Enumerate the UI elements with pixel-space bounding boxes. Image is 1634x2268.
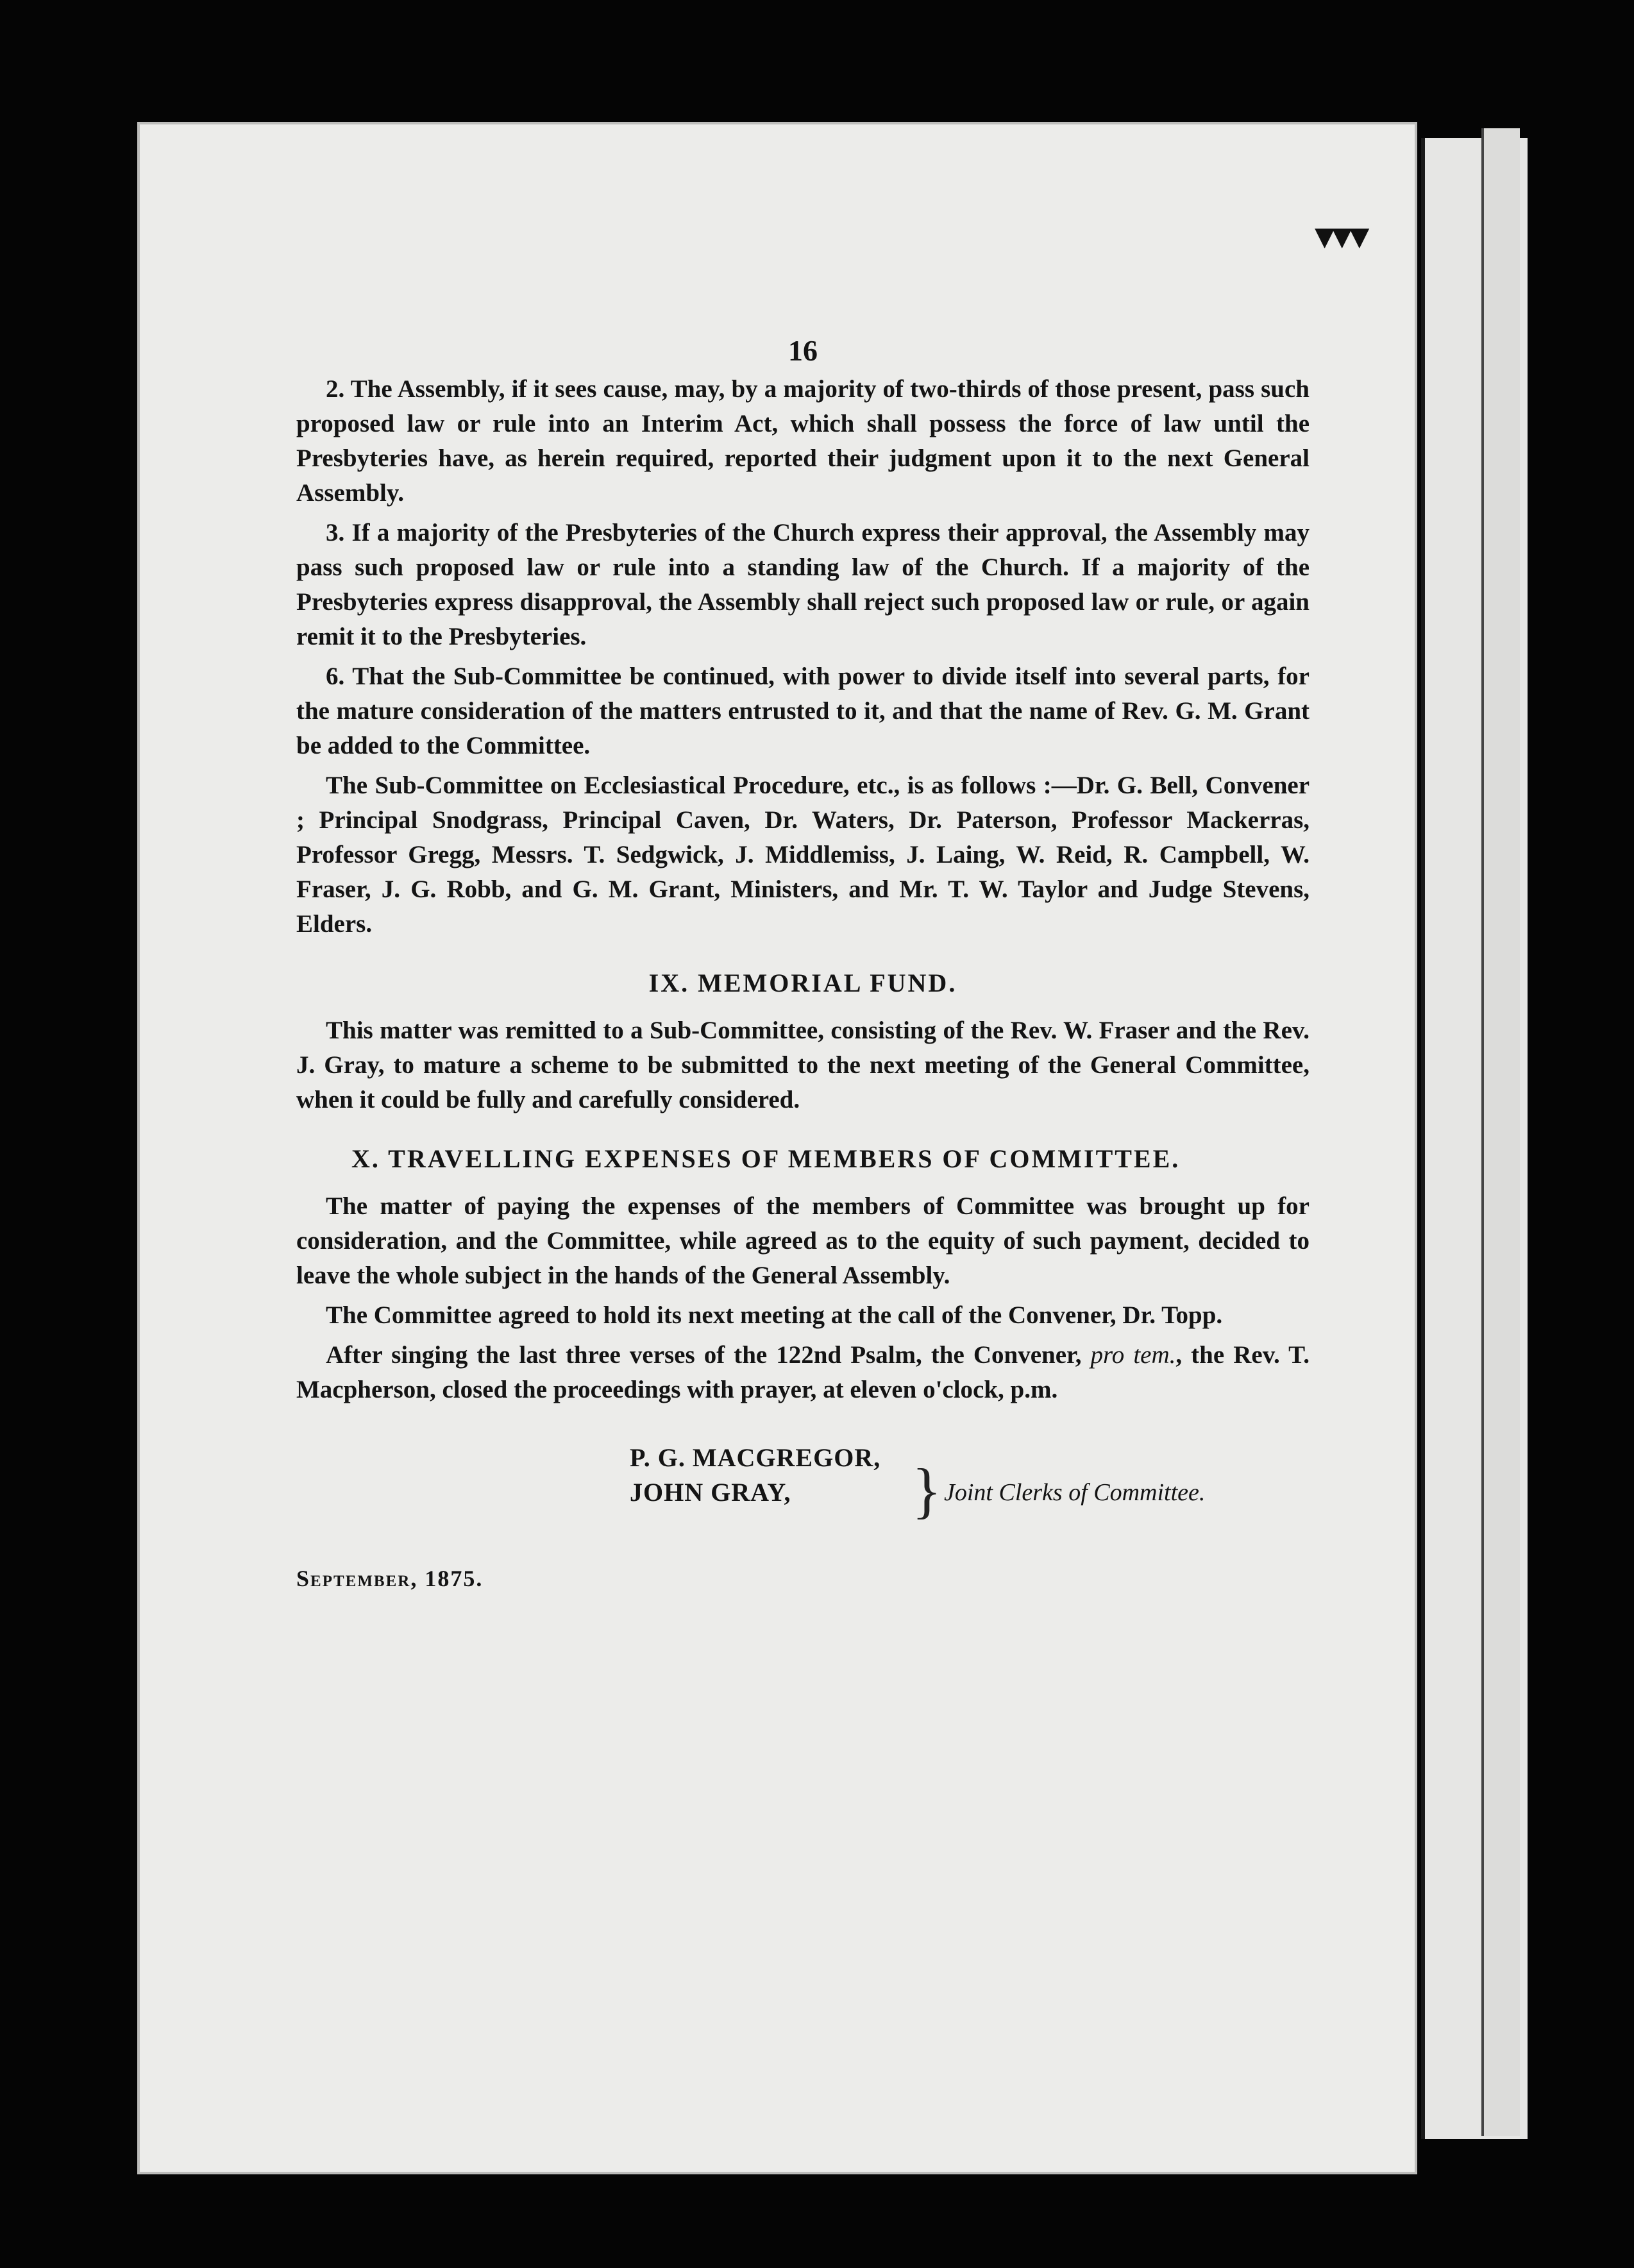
adjacent-page-edge-outer	[1481, 128, 1520, 2136]
closing-text-start: After singing the last three verses of the 122nd Psalm, the Convener,	[326, 1341, 1091, 1369]
paragraph-interim-act: 2. The Assembly, if it sees cause, may, by a majority of two-thirds of those present, pass such proposed law or rule into an Interim Act, which shall possess the force of law until the Presbyteries have, as herein required, reported their judgment upon it to the next General Assembly.	[296, 375, 1310, 507]
paragraph-expenses: The matter of paying the expenses of the members of Committee was brought up for consideration, and the Committee, while agreed as to the equity of such payment, decided to leave the whole subject in the hands of the General Assembly.	[296, 1192, 1310, 1289]
page-content	[296, 334, 1310, 1596]
paragraph-standing-law: 3. If a majority of the Presbyteries of the Church express their approval, the Assembly may pass such proposed law or rule into a standing law of the Church. If a majority of the Presbyteries express disapproval, the Assembly shall reject such proposed law or rule, or again remit it to the Presbyteries.	[296, 519, 1310, 650]
heading-travelling-expenses: X. TRAVELLING EXPENSES OF MEMBERS OF COMMITTEE.	[351, 1144, 1181, 1173]
signature-block	[296, 1441, 1310, 1530]
signature-role: Joint Clerks of Committee.	[944, 1479, 1206, 1506]
paragraph-closing	[296, 1338, 1310, 1407]
signature-names	[630, 1441, 880, 1510]
signature-brace: }	[912, 1456, 942, 1525]
paragraph-sub-committee-continued: 6. That the Sub-Committee be continued, with power to divide itself into several parts, for the mature consideration of the matters entrusted to it, and that the name of Rev. G. M. Grant be added to the Committee.	[296, 663, 1310, 759]
closing-text-italic: pro tem.	[1090, 1341, 1176, 1369]
paragraph-memorial-fund: This matter was remitted to a Sub-Committee, consisting of the Rev. W. Fraser and the Rev. J. Gray, to mature a scheme to be submitted to the next meeting of the General Committee, when it could be fully and carefully considered.	[296, 1017, 1310, 1113]
closing-text-end: , the Rev. T. Macpherson, closed the proceedings with prayer, at eleven o'clock, p.m.	[296, 1341, 1310, 1403]
corner-mark: ▾▾▾	[1315, 214, 1367, 258]
heading-memorial-fund: IX. MEMORIAL FUND.	[648, 969, 957, 997]
signature-name-gray: JOHN GRAY,	[630, 1478, 791, 1507]
document-date: September, 1875.	[296, 1566, 484, 1591]
signature-name-macgregor: P. G. MACGREGOR,	[630, 1443, 881, 1472]
paragraph-next-meeting: The Committee agreed to hold its next meeting at the call of the Convener, Dr. Topp.	[326, 1301, 1223, 1329]
page-number: 16	[788, 334, 818, 367]
paragraph-sub-committee-members: The Sub-Committee on Ecclesiastical Procedure, etc., is as follows :—Dr. G. Bell, Convener ; Principal Snodgrass, Principal Caven, Dr. Waters, Dr. Paterson, Professor Mackerras, Professor Gregg, Messrs. T. Sedgwick, J. Middlemiss, J. Laing, W. Reid, R. Campbell, W. Fraser, J. G. Robb, and G. M. Grant, Ministers, and Mr. T. W. Taylor and Judge Stevens, Elders.	[296, 772, 1310, 938]
